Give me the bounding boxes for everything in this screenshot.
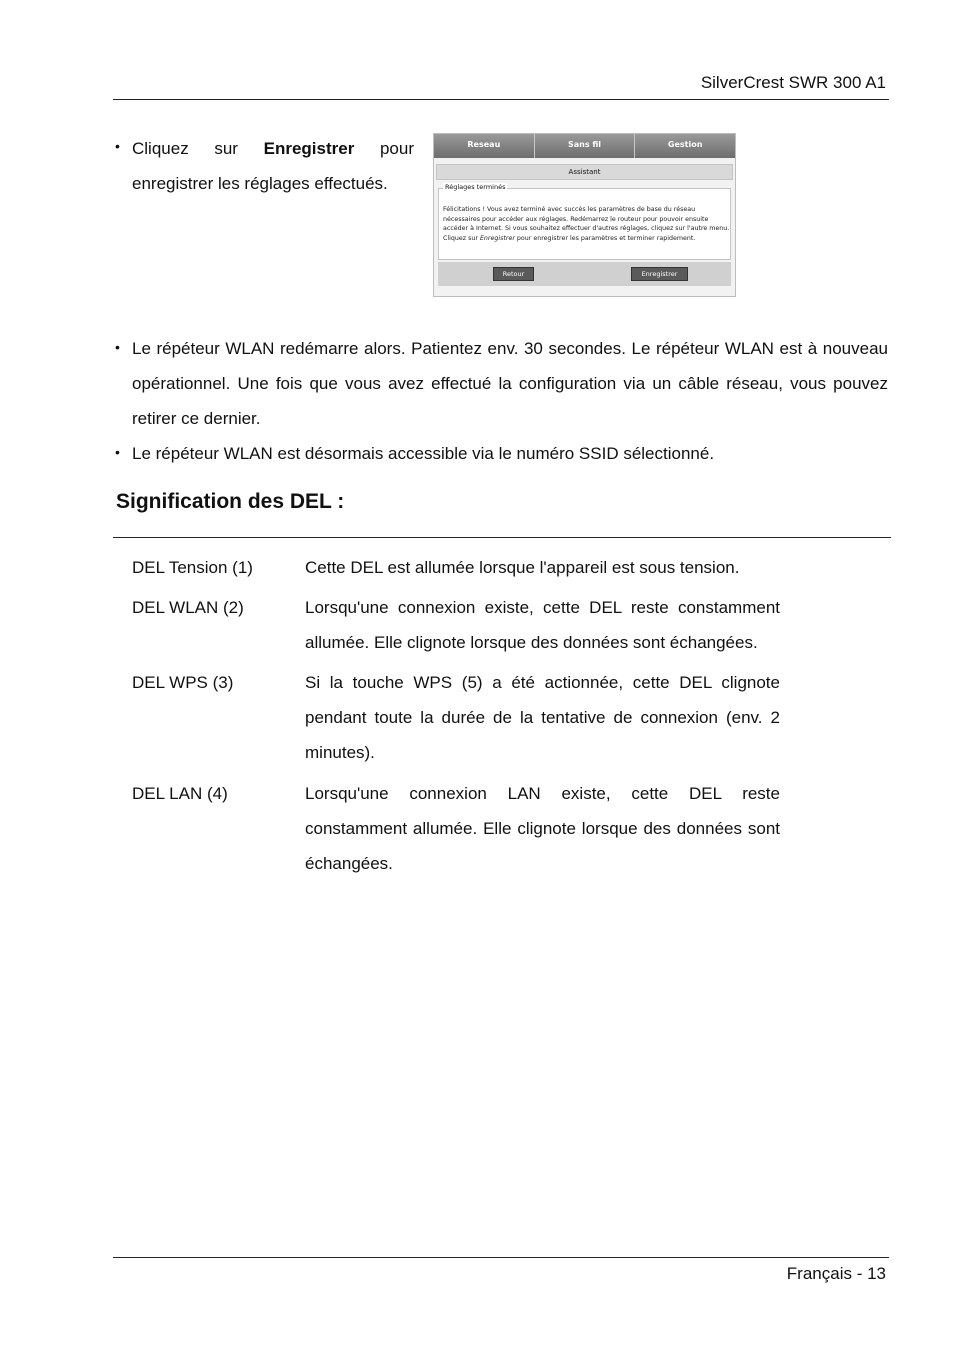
message-part1: Félicitations ! Vous avez terminé avec succès les paramètres de base du réseau nécessaires pour accéder aux réglages. Redémarrez le routeur pour pouvoir ensuite accéder à Internet. Si vous souhaitez effectuer d'autres réglages, cliquez sur l'autre menu. bbox=[443, 206, 730, 232]
tab-gestion[interactable]: Gestion bbox=[667, 140, 703, 149]
save-button[interactable]: Enregistrer bbox=[631, 267, 688, 281]
intro-prefix: Cliquez sur bbox=[132, 139, 264, 158]
del-label: DEL WPS (3) bbox=[132, 673, 234, 692]
section-heading: Signification des DEL : bbox=[116, 490, 345, 513]
tab-sans-fil[interactable]: Sans fil bbox=[535, 134, 636, 158]
del-description: Lorsqu'une connexion LAN existe, cette DEL reste constamment allumée. Elle clignote lorsque des données sont échangées. bbox=[305, 784, 780, 873]
back-button[interactable]: Retour bbox=[493, 267, 534, 281]
completion-message bbox=[443, 205, 731, 243]
bullet-symbol: • bbox=[115, 444, 120, 460]
footer-rule bbox=[113, 1257, 889, 1258]
message-part2-italic: Enregistrer bbox=[479, 234, 515, 242]
message-part2-suffix: pour enregistrer les paramètres et terminer rapidement. bbox=[514, 234, 696, 242]
del-description: Lorsqu'une connexion existe, cette DEL reste constamment allumée. Elle clignote lorsque des données sont échangées. bbox=[305, 598, 780, 652]
router-ui-screenshot bbox=[433, 133, 736, 297]
message-part2-prefix: Cliquez sur bbox=[443, 234, 480, 242]
header-rule bbox=[113, 99, 889, 100]
tab-reseau[interactable]: Reseau bbox=[434, 134, 535, 158]
router-nav-tabs bbox=[434, 134, 735, 158]
del-label: DEL Tension (1) bbox=[132, 558, 253, 577]
del-description: Si la touche WPS (5) a été actionnée, cette DEL clignote pendant toute la durée de la tentative de connexion (env. 2 minutes). bbox=[305, 673, 780, 762]
page-number: Français - 13 bbox=[786, 1264, 886, 1283]
intro-suffix: pour enregistrer les réglages effectués. bbox=[132, 139, 415, 193]
fieldset-legend: Réglages terminés bbox=[445, 183, 506, 191]
button-bar bbox=[438, 262, 731, 286]
del-label: DEL LAN (4) bbox=[132, 784, 228, 803]
intro-bold-term: Enregistrer bbox=[263, 139, 355, 158]
running-header-title: SilverCrest SWR 300 A1 bbox=[700, 73, 886, 92]
del-description: Cette DEL est allumée lorsque l'appareil est sous tension. bbox=[305, 558, 740, 577]
intro-paragraph bbox=[132, 131, 414, 201]
wizard-title: Assistant bbox=[436, 164, 733, 180]
del-label: DEL WLAN (2) bbox=[132, 598, 244, 617]
bullet-symbol: • bbox=[115, 339, 120, 355]
settings-fieldset bbox=[438, 183, 731, 260]
bullet-restart-text: Le répéteur WLAN redémarre alors. Patientez env. 30 secondes. Le répéteur WLAN est à nouveau opérationnel. Une fois que vous avez effectué la configuration via un câble réseau, vous pouvez retirer ce dernier. bbox=[132, 339, 888, 428]
section-rule bbox=[113, 537, 891, 538]
bullet-symbol: • bbox=[115, 138, 120, 154]
bullet-ssid-text: Le répéteur WLAN est désormais accessible via le numéro SSID sélectionné. bbox=[132, 444, 715, 463]
